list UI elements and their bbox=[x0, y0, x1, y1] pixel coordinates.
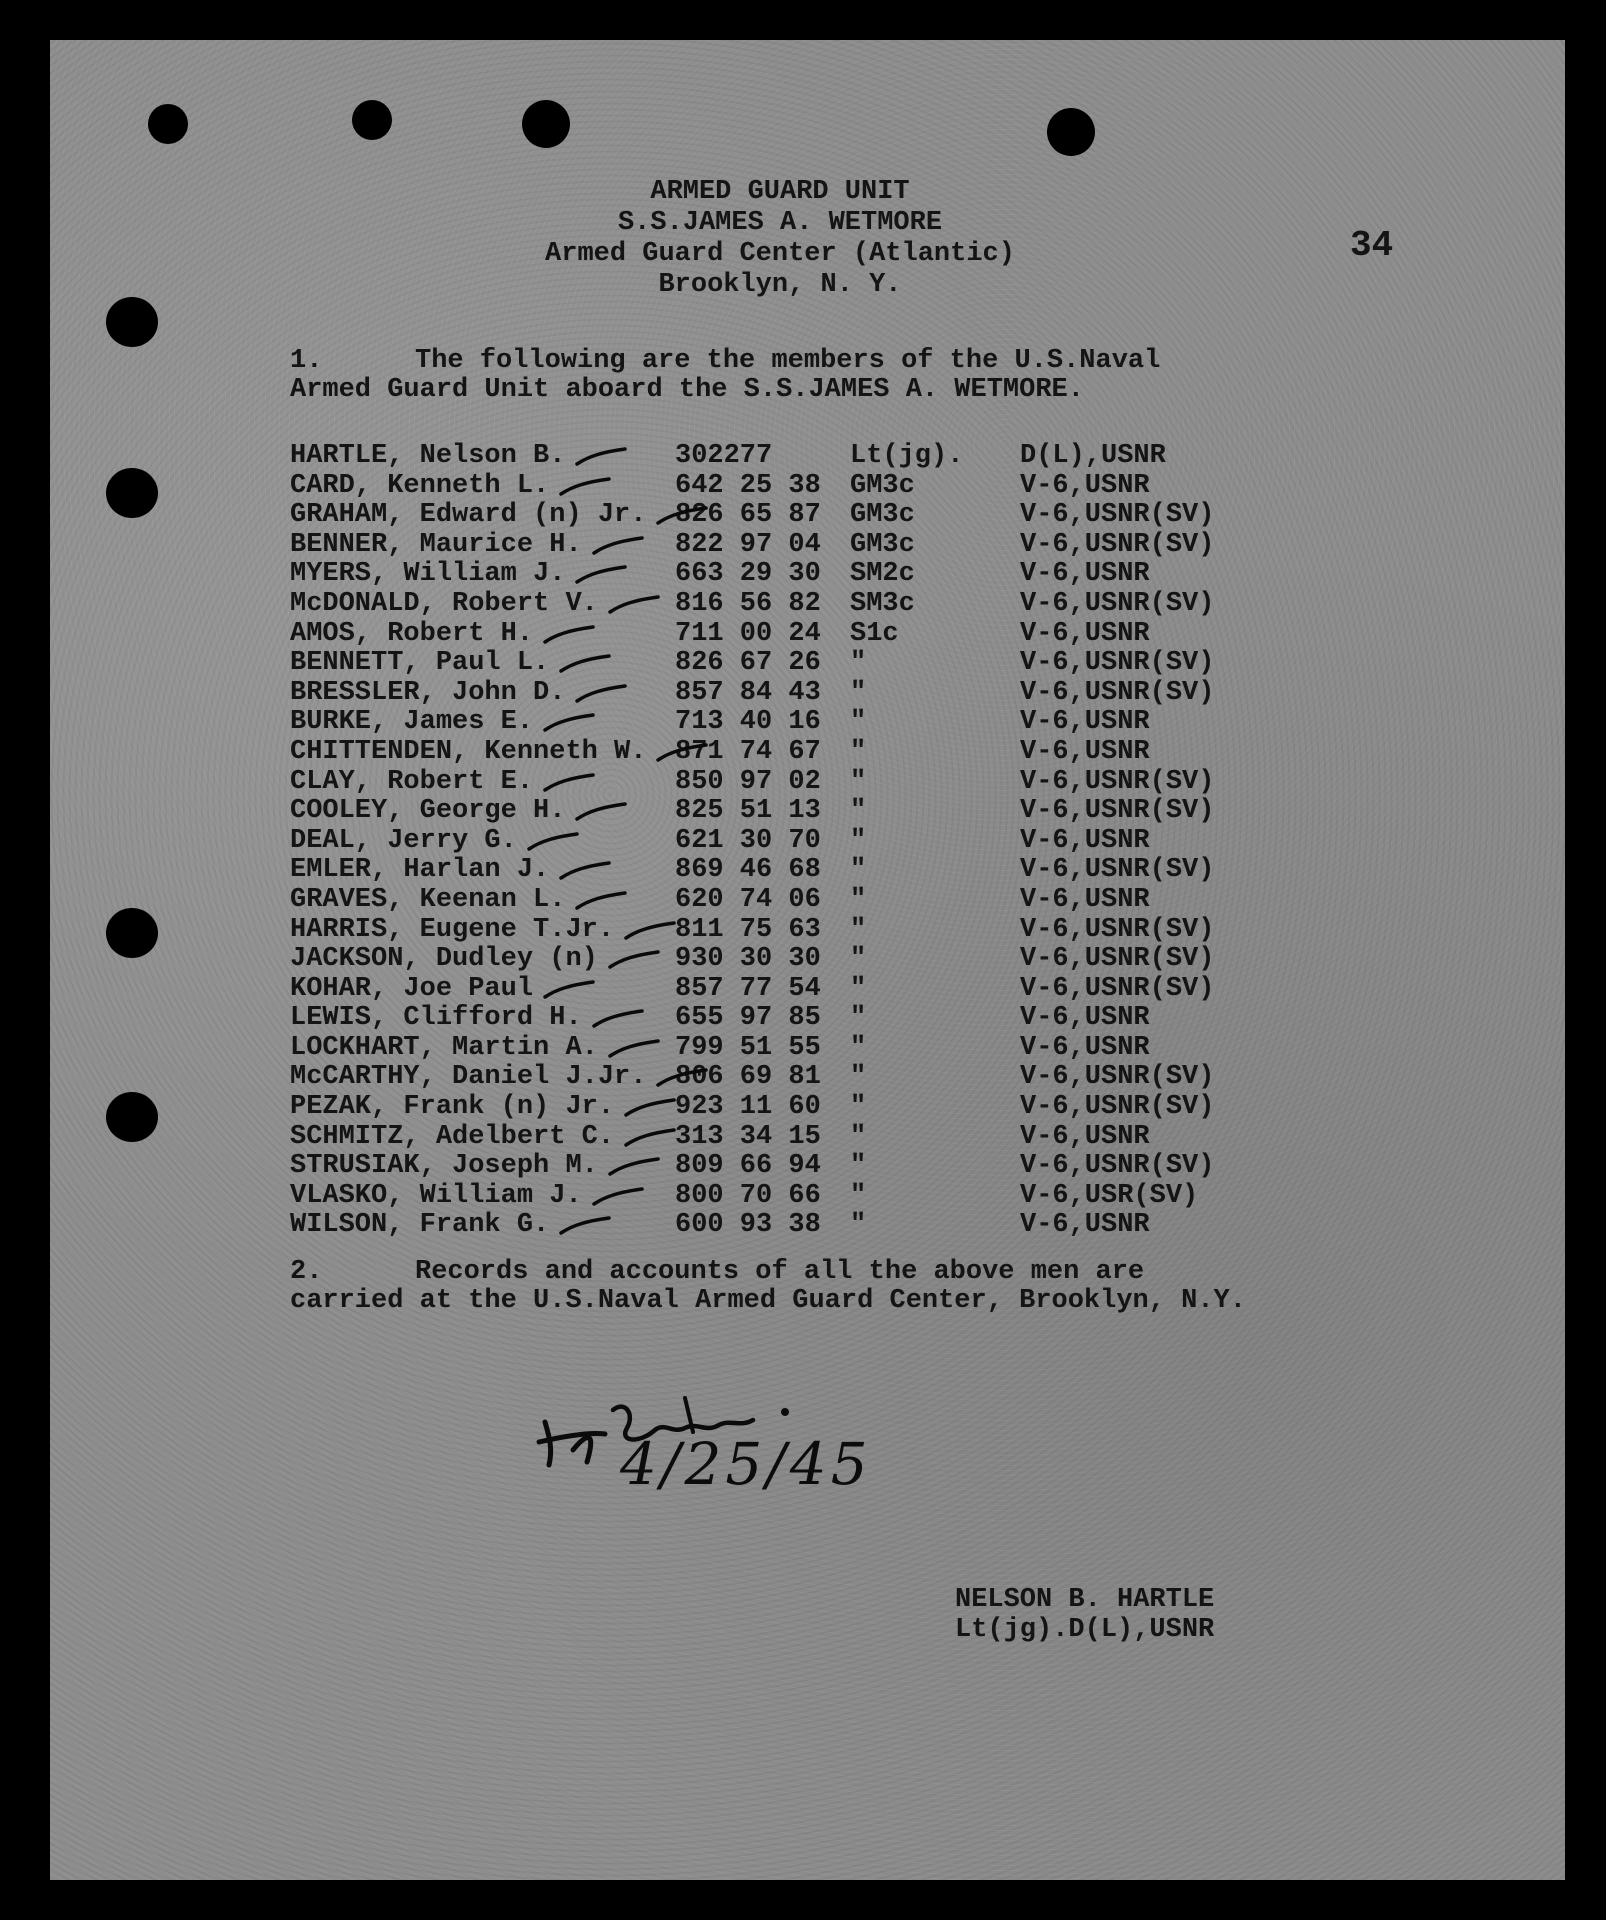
member-name: EMLER, Harlan J. bbox=[290, 855, 550, 886]
member-rate: Lt(jg). bbox=[850, 441, 964, 471]
signature-block bbox=[955, 1585, 1214, 1645]
roster-row bbox=[290, 560, 1490, 590]
paragraph-2-number: 2. bbox=[290, 1257, 323, 1287]
service-number: 826 65 87 bbox=[675, 500, 821, 531]
check-mark bbox=[606, 594, 666, 616]
member-name: CLAY, Robert E. bbox=[290, 766, 534, 797]
member-name: COOLEY, George H. bbox=[290, 796, 566, 827]
member-name: LEWIS, Clifford H. bbox=[290, 1003, 582, 1034]
member-name: LOCKHART, Martin A. bbox=[290, 1032, 598, 1063]
member-rate: " bbox=[850, 1003, 867, 1034]
member-classification: V-6,USNR(SV) bbox=[1020, 677, 1215, 708]
handwritten-date: 4/25/45 bbox=[620, 1430, 872, 1498]
member-rate: " bbox=[850, 796, 867, 827]
check-mark bbox=[654, 505, 714, 527]
member-classification: V-6,USNR(SV) bbox=[1020, 588, 1215, 619]
roster-table bbox=[290, 442, 1490, 1241]
member-rate: " bbox=[850, 766, 867, 797]
service-number: 816 56 82 bbox=[675, 588, 821, 619]
member-rate: " bbox=[850, 973, 867, 1004]
member-rate: " bbox=[850, 884, 867, 915]
service-number: 799 51 55 bbox=[675, 1032, 821, 1063]
roster-row bbox=[290, 945, 1490, 975]
check-mark bbox=[573, 801, 633, 823]
member-name: BRESSLER, John D. bbox=[290, 677, 566, 708]
roster-row bbox=[290, 768, 1490, 798]
member-name: PEZAK, Frank (n) Jr. bbox=[290, 1092, 615, 1123]
roster-row bbox=[290, 472, 1490, 502]
member-name: BENNETT, Paul L. bbox=[290, 648, 550, 679]
roster-row bbox=[290, 738, 1490, 768]
service-number: 923 11 60 bbox=[675, 1092, 821, 1123]
member-classification: V-6,USNR(SV) bbox=[1020, 914, 1215, 945]
roster-row bbox=[290, 1093, 1490, 1123]
member-classification: V-6,USNR bbox=[1020, 707, 1150, 738]
service-number: 811 75 63 bbox=[675, 914, 821, 945]
member-name: CARD, Kenneth L. bbox=[290, 470, 550, 501]
service-number: 620 74 06 bbox=[675, 884, 821, 915]
header-ship: S.S.JAMES A. WETMORE bbox=[617, 208, 943, 238]
service-number: 809 66 94 bbox=[675, 1151, 821, 1182]
paragraph-2-line1: Records and accounts of all the above men are bbox=[415, 1257, 1145, 1287]
member-classification: V-6,USNR bbox=[1020, 736, 1150, 767]
check-mark bbox=[573, 890, 633, 912]
member-classification: V-6,USNR(SV) bbox=[1020, 973, 1215, 1004]
member-rate: " bbox=[850, 1121, 867, 1152]
service-number: 806 69 81 bbox=[675, 1062, 821, 1093]
roster-row bbox=[290, 590, 1490, 620]
header-center: Armed Guard Center (Atlantic) bbox=[545, 239, 1015, 269]
member-name: GRAHAM, Edward (n) Jr. bbox=[290, 500, 647, 531]
check-mark bbox=[590, 535, 650, 557]
paragraph-2-line2: carried at the U.S.Naval Armed Guard Center, Brooklyn, N.Y. bbox=[290, 1286, 1246, 1316]
roster-row bbox=[290, 1004, 1490, 1034]
check-mark bbox=[541, 624, 601, 646]
member-name: McCARTHY, Daniel J.Jr. bbox=[290, 1062, 647, 1093]
check-mark bbox=[590, 1008, 650, 1030]
member-name: MYERS, William J. bbox=[290, 559, 566, 590]
page-number: 34 bbox=[1350, 225, 1394, 266]
punch-hole bbox=[106, 297, 158, 347]
check-mark bbox=[654, 742, 714, 764]
check-mark bbox=[557, 476, 617, 498]
roster-row bbox=[290, 975, 1490, 1005]
member-rate: SM2c bbox=[850, 559, 915, 590]
punch-hole bbox=[1047, 108, 1095, 156]
member-classification: V-6,USNR(SV) bbox=[1020, 796, 1215, 827]
header-location: Brooklyn, N. Y. bbox=[658, 270, 902, 300]
roster-row bbox=[290, 1123, 1490, 1153]
paragraph-1-line2: Armed Guard Unit aboard the S.S.JAMES A. WETMORE. bbox=[290, 375, 1084, 405]
member-name: KOHAR, Joe Paul bbox=[290, 973, 534, 1004]
roster-row bbox=[290, 501, 1490, 531]
member-name: McDONALD, Robert V. bbox=[290, 588, 598, 619]
member-rate: " bbox=[850, 736, 867, 767]
punch-hole bbox=[352, 100, 392, 140]
member-rate: " bbox=[850, 1180, 867, 1211]
roster-row bbox=[290, 1211, 1490, 1241]
punch-hole bbox=[522, 100, 570, 148]
paragraph-2 bbox=[290, 1258, 1440, 1316]
service-number: 313 34 15 bbox=[675, 1121, 821, 1152]
punch-hole bbox=[106, 1092, 158, 1142]
member-classification: V-6,USNR bbox=[1020, 1003, 1150, 1034]
check-mark bbox=[654, 1067, 714, 1089]
member-rate: S1c bbox=[850, 618, 899, 649]
check-mark bbox=[541, 772, 601, 794]
check-mark bbox=[541, 712, 601, 734]
member-name: JACKSON, Dudley (n) bbox=[290, 944, 598, 975]
check-mark bbox=[622, 1127, 682, 1149]
member-classification: V-6,USNR bbox=[1020, 1121, 1150, 1152]
roster-row bbox=[290, 1152, 1490, 1182]
service-number: 713 40 16 bbox=[675, 707, 821, 738]
signature-name: NELSON B. HARTLE bbox=[955, 1585, 1215, 1615]
roster-row bbox=[290, 1034, 1490, 1064]
member-rate: GM3c bbox=[850, 470, 915, 501]
service-number: 822 97 04 bbox=[675, 529, 821, 560]
paragraph-1 bbox=[290, 347, 1440, 405]
check-mark bbox=[573, 564, 633, 586]
roster-row bbox=[290, 1063, 1490, 1093]
roster-row bbox=[290, 856, 1490, 886]
member-rate: " bbox=[850, 677, 867, 708]
service-number: 857 84 43 bbox=[675, 677, 821, 708]
member-name: BURKE, James E. bbox=[290, 707, 534, 738]
service-number: 600 93 38 bbox=[675, 1210, 821, 1241]
check-mark bbox=[622, 1097, 682, 1119]
member-classification: V-6,USNR bbox=[1020, 618, 1150, 649]
member-name: GRAVES, Keenan L. bbox=[290, 884, 566, 915]
service-number: 857 77 54 bbox=[675, 973, 821, 1004]
member-classification: V-6,USNR bbox=[1020, 1032, 1150, 1063]
roster-row bbox=[290, 827, 1490, 857]
member-rate: GM3c bbox=[850, 500, 915, 531]
member-classification: V-6,USNR bbox=[1020, 470, 1150, 501]
check-mark bbox=[557, 860, 617, 882]
roster-row bbox=[290, 531, 1490, 561]
roster-row bbox=[290, 797, 1490, 827]
member-rate: " bbox=[850, 648, 867, 679]
roster-row bbox=[290, 679, 1490, 709]
service-number: 711 00 24 bbox=[675, 618, 821, 649]
member-rate: " bbox=[850, 855, 867, 886]
service-number: 642 25 38 bbox=[675, 470, 821, 501]
check-mark bbox=[606, 949, 666, 971]
roster-row bbox=[290, 916, 1490, 946]
member-classification: V-6,USNR(SV) bbox=[1020, 648, 1215, 679]
member-classification: V-6,USNR(SV) bbox=[1020, 500, 1215, 531]
member-classification: V-6,USNR bbox=[1020, 825, 1150, 856]
member-classification: V-6,USNR(SV) bbox=[1020, 1151, 1215, 1182]
member-name: AMOS, Robert H. bbox=[290, 618, 534, 649]
header-unit: ARMED GUARD UNIT bbox=[650, 177, 910, 207]
check-mark bbox=[622, 920, 682, 942]
check-mark bbox=[573, 683, 633, 705]
member-rate: " bbox=[850, 1151, 867, 1182]
service-number: 826 67 26 bbox=[675, 648, 821, 679]
member-name: WILSON, Frank G. bbox=[290, 1210, 550, 1241]
member-classification: V-6,USR(SV) bbox=[1020, 1180, 1199, 1211]
member-classification: D(L),USNR bbox=[1020, 441, 1166, 471]
check-mark bbox=[541, 979, 601, 1001]
member-name: DEAL, Jerry G. bbox=[290, 825, 517, 856]
paragraph-1-number: 1. bbox=[290, 346, 323, 376]
member-rate: " bbox=[850, 944, 867, 975]
member-classification: V-6,USNR(SV) bbox=[1020, 855, 1215, 886]
roster-row bbox=[290, 442, 1490, 472]
check-mark bbox=[606, 1156, 666, 1178]
roster-row bbox=[290, 708, 1490, 738]
service-number: 869 46 68 bbox=[675, 855, 821, 886]
member-classification: V-6,USNR bbox=[1020, 559, 1150, 590]
member-rate: " bbox=[850, 1092, 867, 1123]
roster-row bbox=[290, 620, 1490, 650]
service-number: 800 70 66 bbox=[675, 1180, 821, 1211]
member-rate: SM3c bbox=[850, 588, 915, 619]
roster-row bbox=[290, 886, 1490, 916]
service-number: 621 30 70 bbox=[675, 825, 821, 856]
service-number: 825 51 13 bbox=[675, 796, 821, 827]
punch-hole bbox=[148, 104, 188, 144]
service-number: 930 30 30 bbox=[675, 944, 821, 975]
service-number: 871 74 67 bbox=[675, 736, 821, 767]
check-mark bbox=[525, 831, 585, 853]
member-name: SCHMITZ, Adelbert C. bbox=[290, 1121, 615, 1152]
document-header bbox=[500, 177, 1060, 301]
member-rate: " bbox=[850, 1062, 867, 1093]
member-rate: " bbox=[850, 825, 867, 856]
check-mark bbox=[590, 1186, 650, 1208]
service-number: 655 97 85 bbox=[675, 1003, 821, 1034]
member-name: STRUSIAK, Joseph M. bbox=[290, 1151, 598, 1182]
check-mark bbox=[573, 446, 633, 468]
member-classification: V-6,USNR(SV) bbox=[1020, 944, 1215, 975]
member-classification: V-6,USNR(SV) bbox=[1020, 766, 1215, 797]
roster-row bbox=[290, 649, 1490, 679]
member-name: VLASKO, William J. bbox=[290, 1180, 582, 1211]
punch-hole bbox=[106, 468, 158, 518]
member-classification: V-6,USNR(SV) bbox=[1020, 1092, 1215, 1123]
check-mark bbox=[557, 1215, 617, 1237]
service-number: 850 97 02 bbox=[675, 766, 821, 797]
signature-title: Lt(jg).D(L),USNR bbox=[955, 1615, 1215, 1645]
member-rate: " bbox=[850, 914, 867, 945]
service-number: 663 29 30 bbox=[675, 559, 821, 590]
check-mark bbox=[557, 653, 617, 675]
document-page bbox=[50, 40, 1565, 1880]
check-mark bbox=[606, 1038, 666, 1060]
member-name: HARRIS, Eugene T.Jr. bbox=[290, 914, 615, 945]
member-name: HARTLE, Nelson B. bbox=[290, 441, 566, 471]
member-classification: V-6,USNR bbox=[1020, 884, 1150, 915]
punch-hole bbox=[106, 908, 158, 958]
member-rate: " bbox=[850, 1032, 867, 1063]
member-name: BENNER, Maurice H. bbox=[290, 529, 582, 560]
member-rate: " bbox=[850, 707, 867, 738]
service-number: 302277 bbox=[675, 441, 773, 471]
paragraph-1-line1: The following are the members of the U.S.Naval bbox=[415, 346, 1161, 376]
member-rate: GM3c bbox=[850, 529, 915, 560]
member-classification: V-6,USNR(SV) bbox=[1020, 1062, 1215, 1093]
member-name: CHITTENDEN, Kenneth W. bbox=[290, 736, 647, 767]
member-classification: V-6,USNR bbox=[1020, 1210, 1150, 1241]
member-rate: " bbox=[850, 1210, 867, 1241]
member-classification: V-6,USNR(SV) bbox=[1020, 529, 1215, 560]
roster-row bbox=[290, 1182, 1490, 1212]
